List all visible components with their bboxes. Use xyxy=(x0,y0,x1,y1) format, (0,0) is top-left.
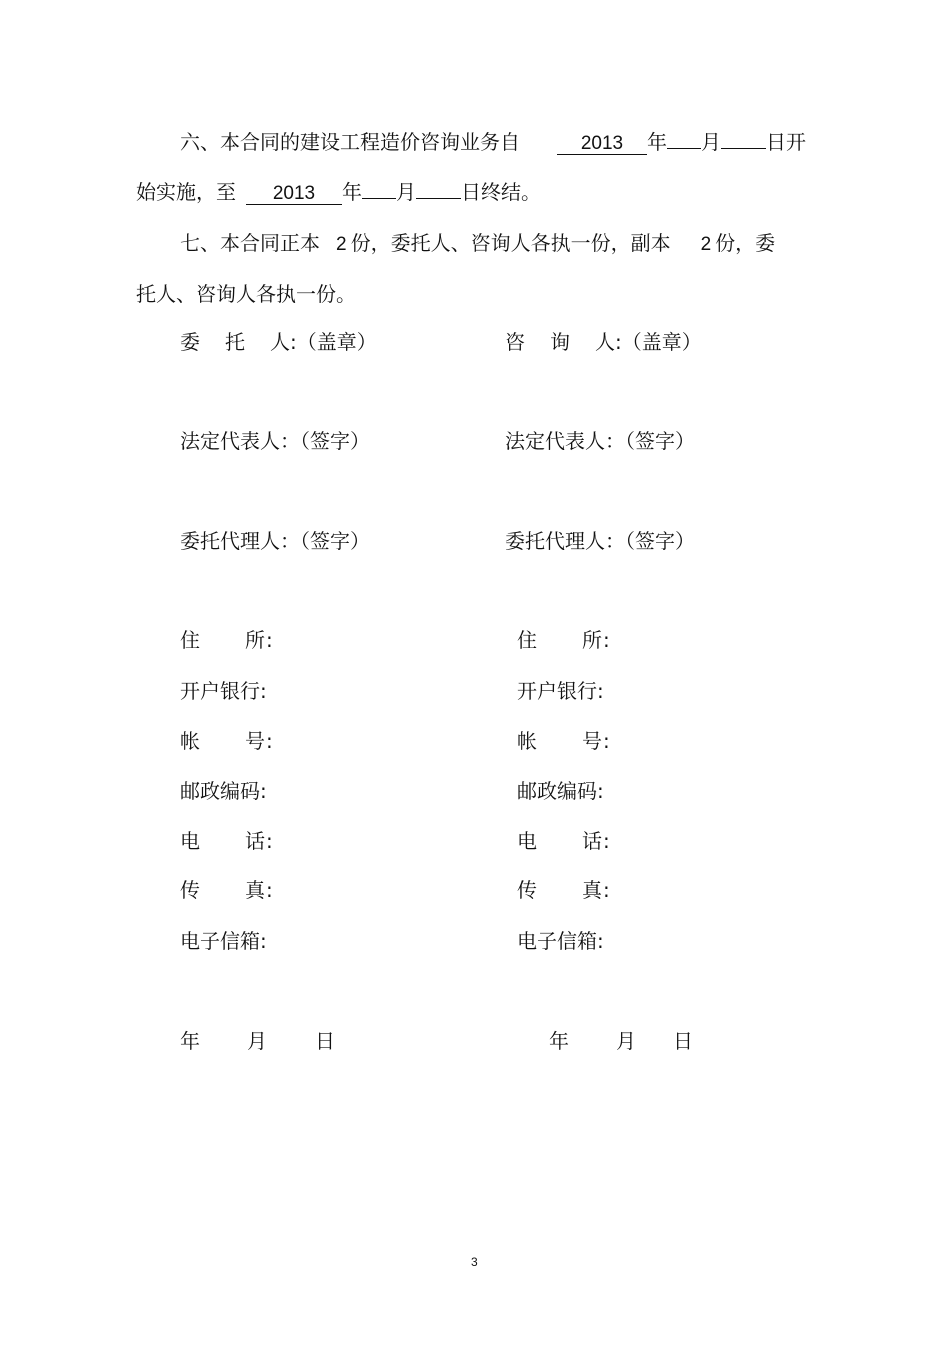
left-legal-representative: 法定代表人：（签字） xyxy=(180,429,370,453)
left-account-colon: : xyxy=(266,729,273,753)
left-party-label xyxy=(180,332,377,352)
end-month-field xyxy=(362,197,396,199)
copies-count: 2 xyxy=(700,234,712,255)
clause-7-line-2 xyxy=(136,284,356,304)
left-month-label: 月 xyxy=(247,1029,267,1053)
start-month-label: 月 xyxy=(701,130,721,154)
start-year-label: 年 xyxy=(647,130,667,154)
start-month-field xyxy=(667,147,701,149)
right-fax-label: 传 真 xyxy=(517,878,602,902)
right-legal-representative: 法定代表人：（签字） xyxy=(505,429,695,453)
left-email-label: 电子信箱: xyxy=(180,929,267,953)
clause-6-line-2 xyxy=(136,182,541,205)
consultant-label: 咨 询 人 xyxy=(505,330,615,354)
right-phone-colon: : xyxy=(603,829,610,853)
right-address-colon: : xyxy=(603,628,610,652)
right-year-label: 年 xyxy=(549,1029,569,1053)
clause-7-line-1 xyxy=(180,233,775,254)
left-postcode-label: 邮政编码: xyxy=(180,779,267,803)
left-fax-label: 传 真 xyxy=(180,878,265,902)
right-month-label: 月 xyxy=(616,1029,636,1053)
right-email-label: 电子信箱: xyxy=(517,929,604,953)
left-year-label: 年 xyxy=(180,1029,200,1053)
end-day-label: 日终结。 xyxy=(461,180,541,204)
clause-6-continuation: 始实施，至 xyxy=(136,180,236,204)
end-year-label: 年 xyxy=(342,180,362,204)
start-year-field: 2013 xyxy=(557,132,647,155)
clause-7-end: 份，委 xyxy=(715,231,776,255)
right-fax-colon: : xyxy=(603,878,610,902)
client-label: 委 托 人 xyxy=(180,330,290,354)
page-number: 3 xyxy=(471,1255,478,1269)
clause-7-continuation: 托人、咨询人各执一份。 xyxy=(136,282,356,306)
client-seal: :（盖章） xyxy=(290,330,377,354)
left-fax-colon: : xyxy=(266,878,273,902)
clause-6-text: 六、本合同的建设工程造价咨询业务自 xyxy=(180,130,520,154)
left-address-colon: : xyxy=(266,628,273,652)
right-address-label: 住 所 xyxy=(517,628,602,652)
right-account-label: 帐 号 xyxy=(517,729,602,753)
right-authorized-agent: 委托代理人：（签字） xyxy=(505,529,695,553)
originals-count: 2 xyxy=(336,234,347,255)
right-bank-label: 开户银行: xyxy=(517,679,604,703)
left-day-label: 日 xyxy=(315,1029,335,1053)
right-phone-label: 电 话 xyxy=(517,829,602,853)
clause-7-middle: 份，委托人、咨询人各执一份，副本 xyxy=(350,231,671,255)
right-account-colon: : xyxy=(603,729,610,753)
end-year-field: 2013 xyxy=(246,182,342,205)
right-day-label: 日 xyxy=(673,1029,693,1053)
end-day-field xyxy=(416,197,461,199)
right-postcode-label: 邮政编码: xyxy=(517,779,604,803)
left-account-label: 帐 号 xyxy=(180,729,265,753)
left-bank-label: 开户银行: xyxy=(180,679,267,703)
clause-6-line-1 xyxy=(180,132,806,155)
clause-7-text: 七、本合同正本 xyxy=(180,231,320,255)
left-phone-colon: : xyxy=(266,829,273,853)
right-party-label xyxy=(505,332,702,352)
consultant-seal: :（盖章） xyxy=(615,330,702,354)
left-address-label: 住 所 xyxy=(180,628,265,652)
end-month-label: 月 xyxy=(396,180,416,204)
start-day-field xyxy=(721,147,766,149)
left-phone-label: 电 话 xyxy=(180,829,265,853)
left-authorized-agent: 委托代理人：（签字） xyxy=(180,529,370,553)
start-day-label: 日开 xyxy=(766,130,806,154)
